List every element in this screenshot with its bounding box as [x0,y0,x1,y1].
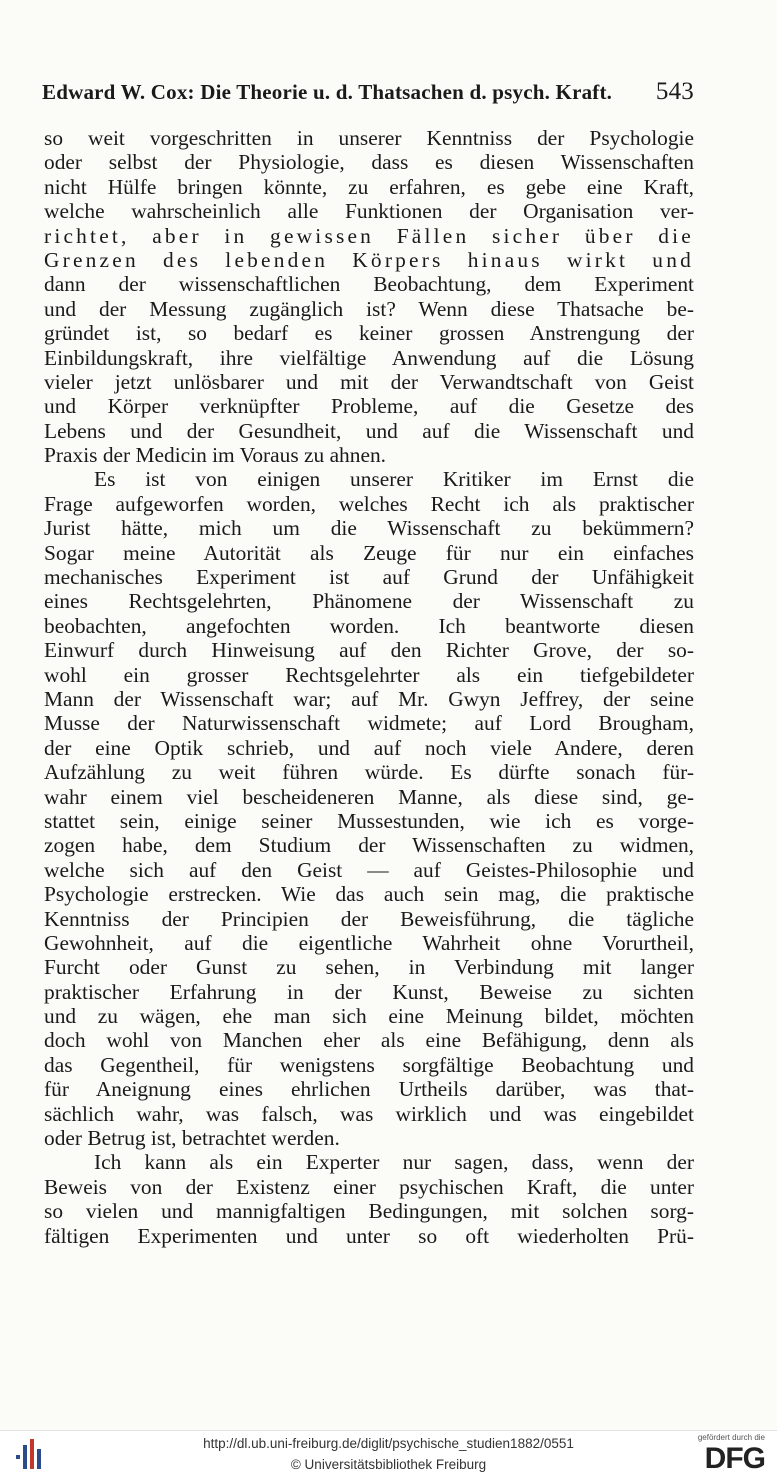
dfg-logo [679,1433,765,1475]
text-line: Lebens und der Gesundheit, und auf die Wissenschaft und [44,418,694,443]
text-line: praktischer Erfahrung in der Kunst, Beweise zu sichten [44,979,694,1004]
text-line: Beweis von der Existenz einer psychischen Kraft, die unter [44,1174,694,1199]
text-line: Furcht oder Gunst zu sehen, in Verbindung mit langer [44,955,694,980]
text-line: und der Messung zugänglich ist? Wenn diese Thatsache be- [44,296,694,321]
text-line: beobachten, angefochten worden. Ich beantworte diesen [44,613,694,638]
text-line: oder selbst der Physiologie, dass es diesen Wissenschaften [44,150,694,175]
text-line: wahr einem viel bescheideneren Manne, als diese sind, ge- [44,784,694,809]
text-line: dann der wissenschaftlichen Beobachtung, dem Experiment [44,272,694,297]
text-line: wohl ein grosser Rechtsgelehrter als ein tiefgebildeter [44,662,694,687]
text-line: und Körper verknüpfter Probleme, auf die Gesetze des [44,394,694,419]
text-line: der eine Optik schrieb, und auf noch viele Andere, deren [44,735,694,760]
text-line: zogen habe, dem Studium der Wissenschaften zu widmen, [44,833,694,858]
text-line: Praxis der Medicin im Voraus zu ahnen. [44,443,386,468]
text-line: doch wohl von Manchen eher als eine Befähigung, denn als [44,1028,694,1053]
text-line: nicht Hülfe bringen könnte, zu erfahren, es gebe eine Kraft, [44,174,694,199]
text-line: richtet, aber in gewissen Fällen sicher über die [44,223,694,248]
text-line: Frage aufgeworfen worden, welches Recht ich als praktischer [44,491,694,516]
text-line: Aufzählung zu weit führen würde. Es dürfte sonach für- [44,760,694,785]
text-line: stattet sein, einige seiner Mussestunden, wie ich es vorge- [44,808,694,833]
text-line: Musse der Naturwissenschaft widmete; auf Lord Brougham, [44,711,694,736]
text-line: Sogar meine Autorität als Zeuge für nur ein einfaches [44,540,694,565]
text-line: Mann der Wissenschaft war; auf Mr. Gwyn Jeffrey, der seine [44,686,694,711]
viewer-footer [0,1430,777,1478]
page-number: 543 [655,78,694,105]
text-line: sächlich wahr, was falsch, was wirklich und was eingebildet [44,1101,694,1126]
dfg-mark: DFG [704,1442,765,1475]
text-line: Grenzen des lebenden Körpers hinaus wirkt und [44,247,694,272]
running-head [42,78,694,108]
text-line: Kenntniss der Principien der Beweisführung, die tägliche [44,906,694,931]
running-head-title: Edward W. Cox: Die Theorie u. d. Thatsachen d. psych. Kraft. [42,80,613,104]
text-line: und zu wägen, ehe man sich eine Meinung bildet, möchten [44,1004,694,1029]
dfg-caption: gefördert durch die [697,1433,765,1442]
text-line: das Gegentheil, für wenigstens sorgfältige Beobachtung und [44,1052,694,1077]
text-line: vieler jetzt unlösbarer und mit der Verwandtschaft von Geist [44,369,694,394]
text-line: so weit vorgeschritten in unserer Kenntniss der Psychologie [44,126,694,150]
text-line: Jurist hätte, mich um die Wissenschaft zu bekümmern? [44,516,694,541]
text-line: welche sich auf den Geist — auf Geistes-Philosophie und [44,857,694,882]
text-line: eines Rechtsgelehrten, Phänomene der Wissenschaft zu [44,589,694,614]
text-line: mechanisches Experiment ist auf Grund der Unfähigkeit [44,565,694,590]
text-line: Gewohnheit, auf die eigentliche Wahrheit ohne Vorurtheil, [44,930,694,955]
text-line: für Aneignung eines ehrlichen Urtheils darüber, was that- [44,1077,694,1102]
text-line: Einbildungskraft, ihre vielfältige Anwendung auf die Lösung [44,345,694,370]
text-line: gründet ist, so bedarf es keiner grossen Anstrengung der [44,321,694,346]
text-line: Psychologie erstrecken. Wie das auch sein mag, die praktische [44,882,694,907]
text-line: so vielen und mannigfaltigen Bedingungen, mit solchen sorg- [44,1199,694,1224]
body-text [44,126,694,1248]
text-line: Es ist von einigen unserer Kritiker im Ernst die [94,467,694,492]
text-line: Einwurf durch Hinweisung auf den Richter Grove, der so- [44,638,694,663]
source-url-link[interactable]: http://dl.ub.uni-freiburg.de/diglit/psychische_studien1882/0551 [203,1436,574,1451]
copyright-notice: © Universitätsbibliothek Freiburg [290,1457,487,1472]
text-line: oder Betrug ist, betrachtet werden. [44,1126,340,1151]
text-line: fältigen Experimenten und unter so oft wiederholten Prü- [44,1223,694,1248]
text-line: Ich kann als ein Experter nur sagen, dass, wenn der [94,1150,694,1175]
text-line: welche wahrscheinlich alle Funktionen der Organisation ver- [44,199,694,224]
